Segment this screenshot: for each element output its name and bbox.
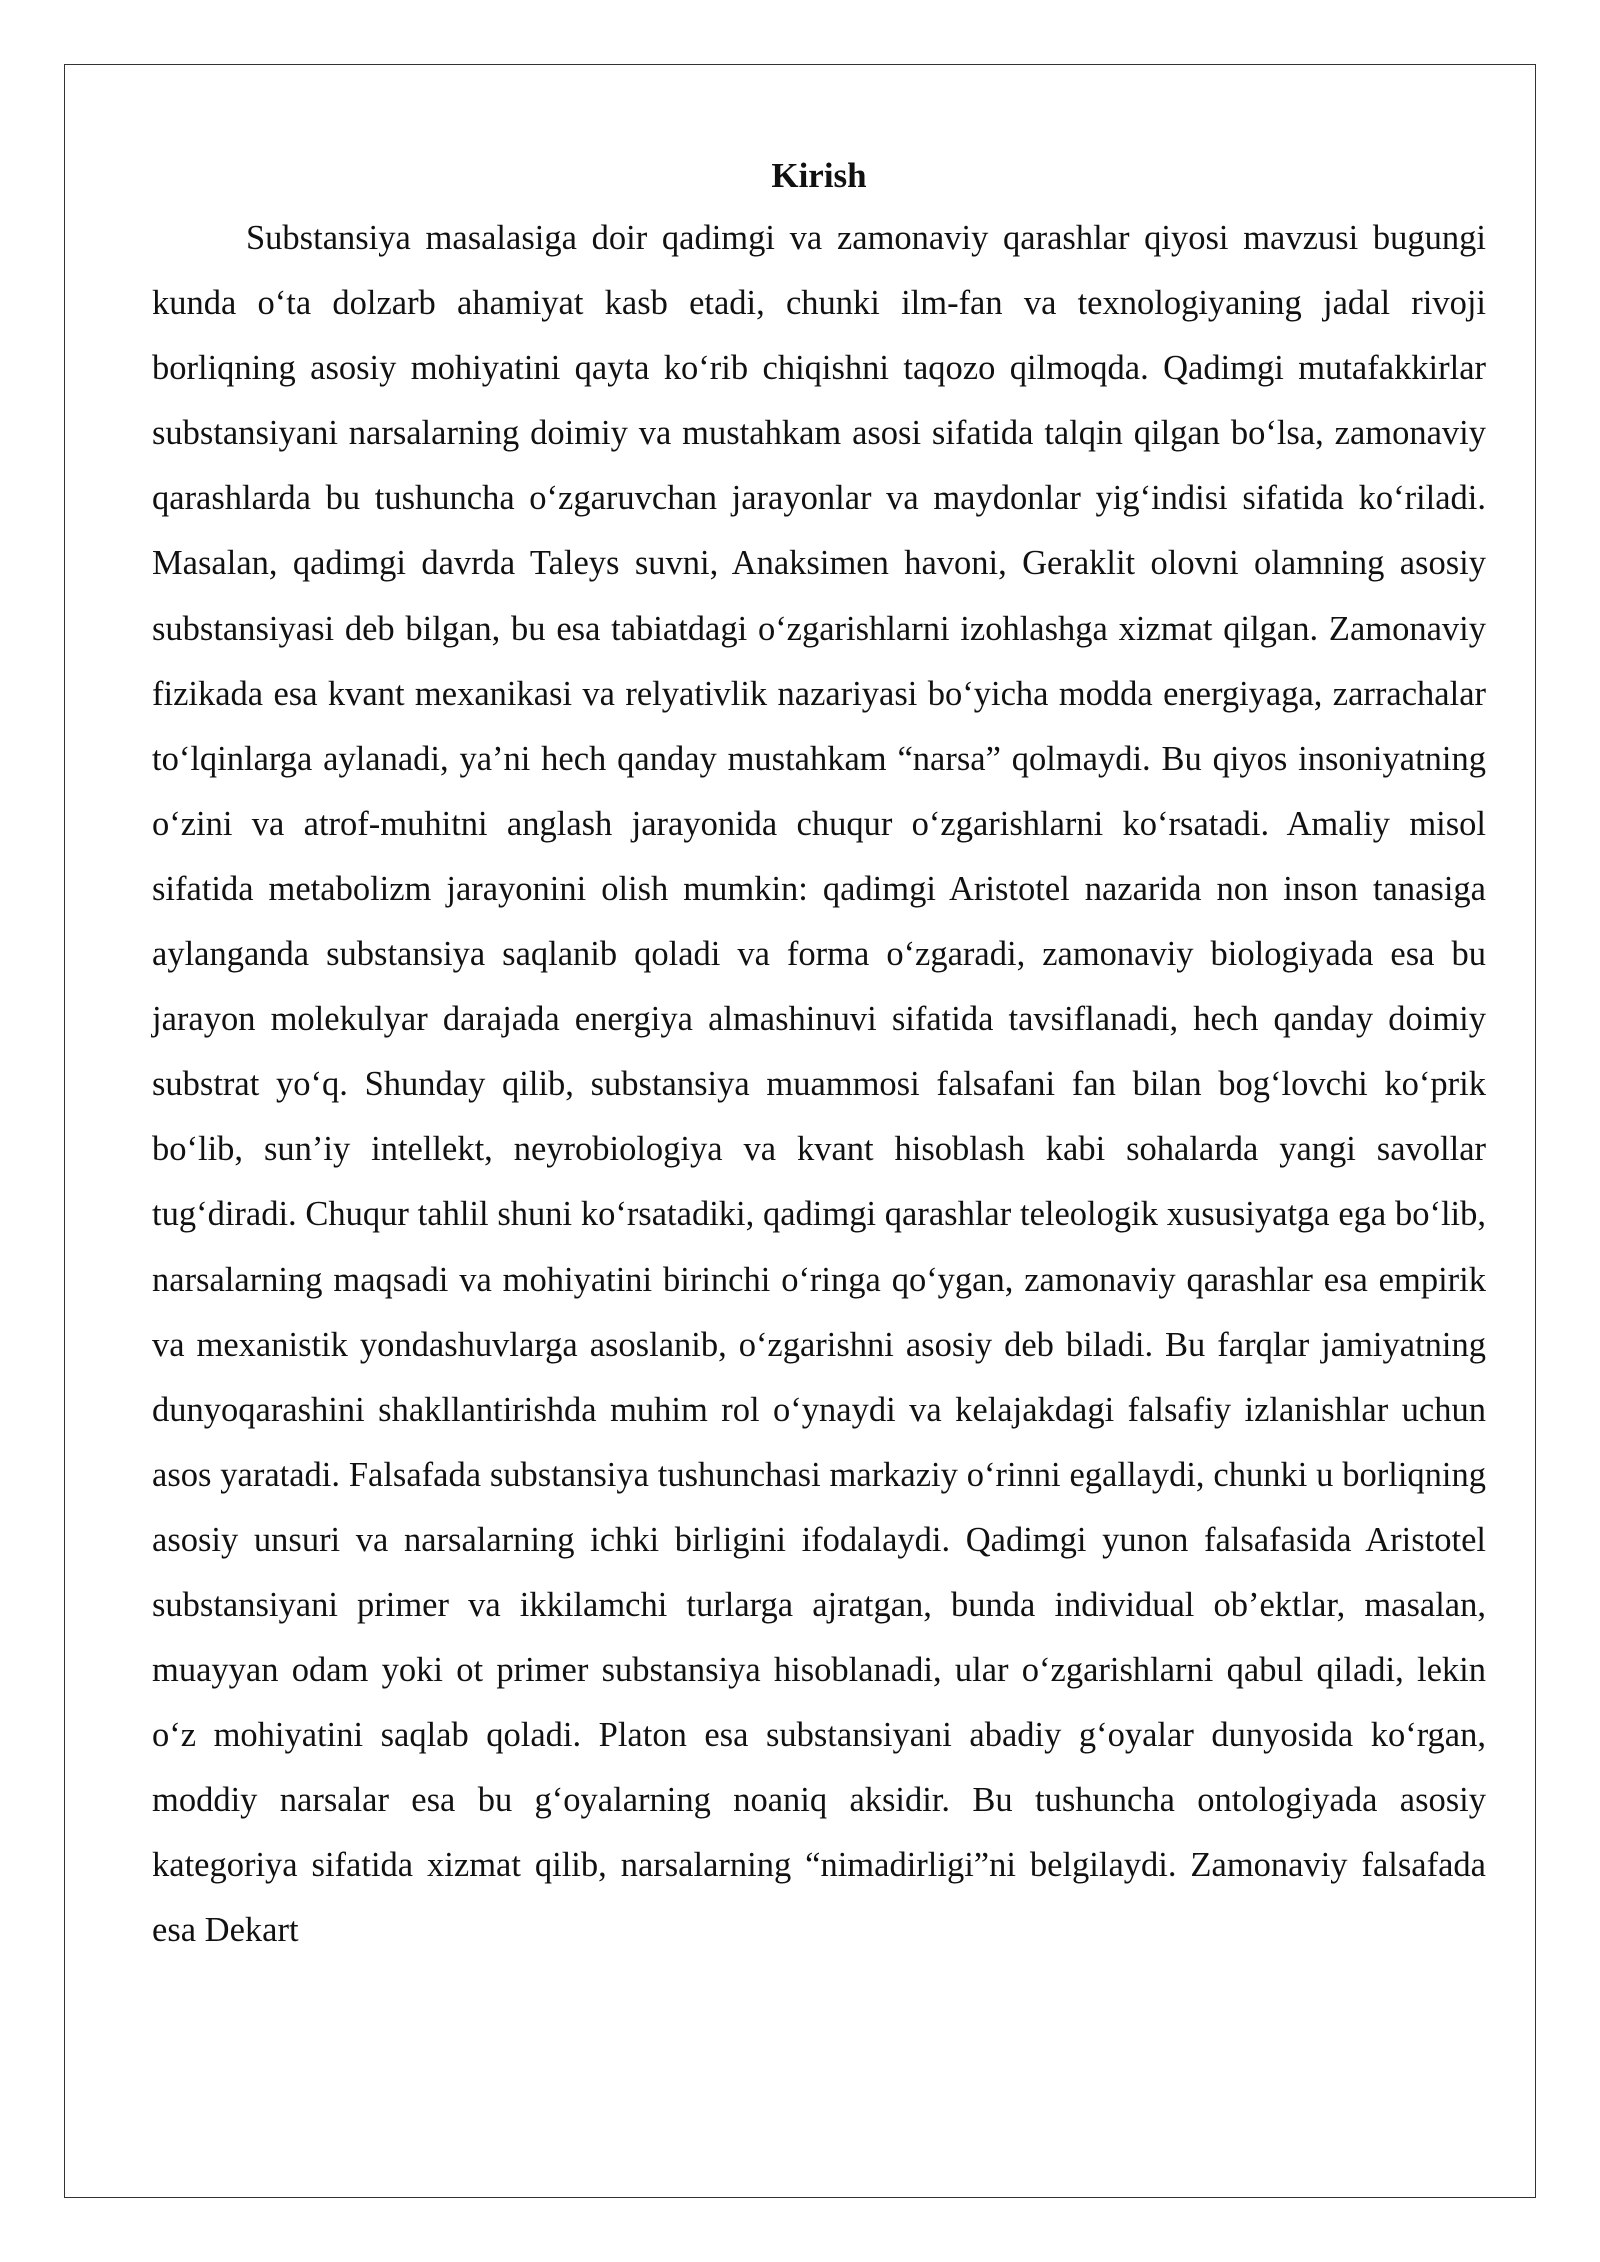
document-body — [152, 148, 1486, 1964]
section-title: Kirish — [771, 156, 867, 195]
body-paragraph: Substansiya masalasiga doir qadimgi va zamonaviy qarashlar qiyosi mavzusi bugungi kunda o‘ta dolzarb ahamiyat kasb etadi, chunki ilm-fan va texnologiyaning jadal rivoji borliqning asosiy mohiyatini qayta ko‘rib chiqishni taqozo qilmoqda. Qadimgi mutafakkirlar substansiyani narsalarning doimiy va mustahkam asosi sifatida talqin qilgan bo‘lsa, zamonaviy qarashlarda bu tushuncha o‘zgaruvchan jarayonlar va maydonlar yig‘indisi sifatida ko‘riladi. Masalan, qadimgi davrda Taleys suvni, Anaksimen havoni, Geraklit olovni olamning asosiy substansiyasi deb bilgan, bu esa tabiatdagi o‘zgarishlarni izohlashga xizmat qilgan. Zamonaviy fizikada esa kvant mexanikasi va relyativlik nazariyasi bo‘yicha modda energiyaga, zarrachalar to‘lqinlarga aylanadi, ya’ni hech qanday mustahkam “narsa” qolmaydi. Bu qiyos insoniyatning o‘zini va atrof-muhitni anglash jarayonida chuqur o‘zgarishlarni ko‘rsatadi. Amaliy misol sifatida metabolizm jarayonini olish mumkin: qadimgi Aristotel nazarida non inson tanasiga aylanganda substansiya saqlanib qoladi va forma o‘zgaradi, zamonaviy biologiyada esa bu jarayon molekulyar darajada energiya almashinuvi sifatida tavsiflanadi, hech qanday doimiy substrat yo‘q. Shunday qilib, substansiya muammosi falsafani fan bilan bog‘lovchi ko‘prik bo‘lib, sun’iy intellekt, neyrobiologiya va kvant hisoblash kabi sohalarda yangi savollar tug‘diradi. Chuqur tahlil shuni ko‘rsatadiki, qadimgi qarashlar teleologik xususiyatga ega bo‘lib, narsalarning maqsadi va mohiyatini birinchi o‘ringa qo‘ygan, zamonaviy qarashlar esa empirik va mexanistik yondashuvlarga asoslanib, o‘zgarishni asosiy deb biladi. Bu farqlar jamiyatning dunyoqarashini shakllantirishda muhim rol o‘ynaydi va kelajakdagi falsafiy izlanishlar uchun asos yaratadi. Falsafada substansiya tushunchasi markaziy o‘rinni egallaydi, chunki u borliqning asosiy unsuri va narsalarning ichki birligini ifodalaydi. Qadimgi yunon falsafasida Aristotel substansiyani primer va ikkilamchi turlarga ajratgan, bunda individual ob’ektlar, masalan, muayyan odam yoki ot primer substansiya hisoblanadi, ular o‘zgarishlarni qabul qiladi, lekin o‘z mohiyatini saqlab qoladi. Platon esa substansiyani abadiy g‘oyalar dunyosida ko‘rgan, moddiy narsalar esa bu g‘oyalarning noaniq aksidir. Bu tushuncha ontologiyada asosiy kategoriya sifatida xizmat qilib, narsalarning “nimadirligi”ni belgilaydi. Zamonaviy falsafada esa Dekart — [152, 219, 1486, 1950]
